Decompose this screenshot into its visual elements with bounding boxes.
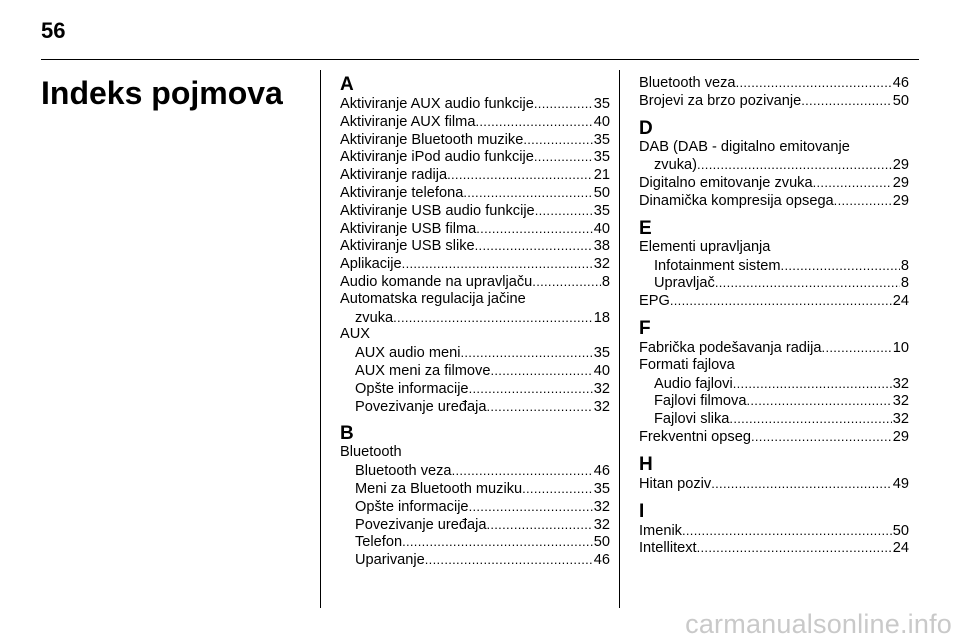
dot-leader [490, 362, 592, 380]
index-entry [340, 273, 610, 291]
section-letter: I [639, 500, 645, 522]
dot-leader [460, 344, 592, 362]
page-reference: 32 [593, 498, 610, 515]
page-reference: 49 [892, 475, 909, 492]
index-term: Aktiviranje telefona [340, 184, 464, 201]
page-reference: 35 [593, 149, 610, 166]
index-term: Fabrička podešavanja radija [639, 339, 822, 356]
dot-leader [746, 392, 891, 410]
page-reference: 35 [593, 345, 610, 362]
index-term: Upravljač [654, 275, 715, 292]
index-term: Aktiviranje iPod audio funkcije [340, 149, 534, 166]
index-entry [340, 362, 610, 380]
index-term: Aktiviranje USB filma [340, 220, 477, 237]
index-term: Opšte informacije [355, 498, 469, 515]
dot-leader [715, 274, 900, 292]
index-term: Bluetooth veza [639, 75, 736, 91]
index-entry [639, 74, 909, 92]
dot-leader [534, 148, 593, 166]
index-entry [340, 480, 610, 498]
page-reference: 32 [892, 375, 909, 392]
index-term: AUX audio meni [355, 345, 461, 362]
page-reference: 29 [892, 192, 909, 209]
dot-leader [476, 220, 593, 238]
dot-leader [469, 498, 593, 516]
index-entry [639, 475, 909, 493]
dot-leader [813, 174, 892, 192]
index-entry [340, 533, 610, 551]
dot-leader [535, 202, 593, 220]
page-reference: 50 [892, 522, 909, 539]
page-title: Indeks pojmova [41, 75, 283, 111]
index-entry [340, 309, 610, 327]
section-letter: H [639, 453, 653, 475]
page-reference: 40 [593, 220, 610, 237]
index-entry [639, 257, 909, 275]
section-letter: F [639, 317, 651, 339]
index-term: Povezivanje uređaja [355, 398, 487, 415]
index-term: Fajlovi filmova [654, 393, 747, 410]
index-entry [340, 148, 610, 166]
index-entry [639, 410, 909, 428]
page-reference: 46 [593, 552, 610, 569]
dot-leader [475, 237, 593, 255]
index-term: Dinamička kompresija opsega [639, 192, 834, 209]
page-reference: 46 [593, 463, 610, 480]
index-entry [340, 516, 610, 534]
index-entry [639, 92, 909, 110]
page-reference: 38 [593, 238, 610, 255]
dot-leader [486, 398, 592, 416]
index-entry [340, 202, 610, 220]
section-letter: B [340, 423, 354, 445]
index-entry [639, 428, 909, 446]
index-heading: Elementi upravljanja [639, 238, 771, 255]
index-entry [639, 522, 909, 540]
dot-leader [751, 428, 892, 446]
index-entry [340, 184, 610, 202]
page-reference: 32 [593, 516, 610, 533]
index-entry [340, 398, 610, 416]
index-term: Uparivanje [355, 552, 425, 569]
index-entry [340, 220, 610, 238]
index-heading: DAB (DAB - digitalno emitovanje [639, 138, 850, 155]
watermark: carmanualsonline.info [685, 609, 952, 639]
dot-leader [532, 273, 601, 291]
index-entry [340, 131, 610, 149]
index-entry [340, 462, 610, 480]
dot-leader [486, 516, 592, 534]
dot-leader [534, 95, 593, 113]
index-entry [340, 95, 610, 113]
index-entry [639, 156, 909, 174]
index-term: Opšte informacije [355, 380, 469, 397]
index-term: Bluetooth veza [355, 463, 452, 480]
dot-leader [697, 156, 892, 174]
index-term: Infotainment sistem [654, 257, 781, 274]
dot-leader [834, 192, 892, 210]
index-heading: Bluetooth [340, 444, 402, 461]
page-reference: 46 [892, 75, 909, 91]
dot-leader [822, 339, 892, 357]
index-term: Aktiviranje USB slike [340, 238, 475, 255]
dot-leader [402, 533, 593, 551]
index-column-2 [639, 74, 909, 557]
dot-leader [402, 255, 593, 273]
dot-leader [801, 92, 892, 110]
dot-leader [781, 257, 900, 275]
dot-leader [469, 380, 593, 398]
dot-leader [733, 375, 892, 393]
index-entry [639, 292, 909, 310]
index-entry [340, 166, 610, 184]
index-term: Digitalno emitovanje zvuka [639, 175, 813, 192]
section-letter: E [639, 217, 652, 239]
page-reference: 50 [892, 92, 909, 109]
index-term: Aplikacije [340, 256, 402, 273]
page-reference: 29 [892, 175, 909, 192]
index-term: Telefon [355, 534, 403, 551]
dot-leader [523, 131, 592, 149]
page-reference: 50 [593, 534, 610, 551]
page-reference: 10 [892, 339, 909, 356]
index-term: Fajlovi slika [654, 411, 730, 428]
index-entry [639, 339, 909, 357]
dot-leader [522, 480, 593, 498]
page-reference: 32 [892, 393, 909, 410]
index-entry [340, 237, 610, 255]
page-reference: 32 [593, 380, 610, 397]
index-term: zvuka) [654, 157, 697, 174]
page-reference: 8 [601, 273, 610, 290]
column-divider [320, 70, 321, 608]
dot-leader [425, 551, 593, 569]
page-reference: 35 [593, 202, 610, 219]
page-reference: 40 [593, 113, 610, 130]
index-heading: AUX [340, 326, 371, 343]
page-reference: 29 [892, 157, 909, 174]
section-letter: D [639, 117, 653, 139]
index-term: Frekventni opseg [639, 428, 751, 445]
page-reference: 18 [593, 309, 610, 326]
page-reference: 24 [892, 293, 909, 310]
index-entry [340, 498, 610, 516]
index-entry [340, 551, 610, 569]
index-entry [340, 380, 610, 398]
dot-leader [697, 539, 892, 557]
page-reference: 32 [593, 398, 610, 415]
page-reference: 8 [900, 257, 909, 274]
page-reference: 35 [593, 96, 610, 112]
dot-leader [463, 184, 592, 202]
index-entry [340, 255, 610, 273]
section-letter: A [340, 74, 354, 95]
dot-leader [711, 475, 892, 493]
page-reference: 32 [892, 411, 909, 428]
index-term: Audio komande na upravljaču [340, 273, 533, 290]
dot-leader [393, 309, 593, 327]
dot-leader [670, 292, 892, 310]
dot-leader [682, 522, 892, 540]
index-term: Imenik [639, 522, 682, 539]
page-number: 56 [41, 18, 66, 43]
index-entry [639, 375, 909, 393]
index-term: Meni za Bluetooth muziku [355, 480, 523, 497]
index-term: Audio fajlovi [654, 375, 733, 392]
index-term: Povezivanje uređaja [355, 516, 487, 533]
index-term: Aktiviranje AUX audio funkcije [340, 96, 534, 112]
index-heading: Automatska regulacija jačine [340, 290, 526, 307]
index-term: Aktiviranje USB audio funkcije [340, 202, 535, 219]
index-term: Intellitext [639, 540, 697, 557]
index-entry [639, 192, 909, 210]
page-reference: 24 [892, 540, 909, 557]
page-reference: 35 [593, 131, 610, 148]
index-entry [639, 274, 909, 292]
dot-leader [475, 113, 592, 131]
index-column-1 [340, 72, 610, 569]
index-term: AUX meni za filmove [355, 362, 491, 379]
dot-leader [729, 410, 891, 428]
index-entry [340, 344, 610, 362]
dot-leader [452, 462, 593, 480]
index-term: Brojevi za brzo pozivanje [639, 92, 802, 109]
index-entry [639, 539, 909, 557]
page-reference: 35 [593, 480, 610, 497]
index-entry [639, 392, 909, 410]
page-reference: 50 [593, 184, 610, 201]
header-rule [41, 59, 919, 60]
index-term: EPG [639, 293, 670, 310]
page-reference: 32 [593, 256, 610, 273]
dot-leader [447, 166, 593, 184]
index-term: Hitan poziv [639, 475, 712, 492]
index-term: Aktiviranje radija [340, 167, 448, 184]
page-reference: 40 [593, 362, 610, 379]
index-term: Aktiviranje AUX filma [340, 113, 476, 130]
page-reference: 8 [900, 275, 909, 292]
page-reference: 21 [593, 167, 610, 184]
dot-leader [736, 74, 892, 92]
page-reference: 29 [892, 428, 909, 445]
index-entry [639, 174, 909, 192]
index-term: zvuka [355, 309, 394, 326]
index-term: Aktiviranje Bluetooth muzike [340, 131, 524, 148]
column-divider [619, 70, 620, 608]
index-heading: Formati fajlova [639, 356, 735, 373]
index-entry [340, 113, 610, 131]
